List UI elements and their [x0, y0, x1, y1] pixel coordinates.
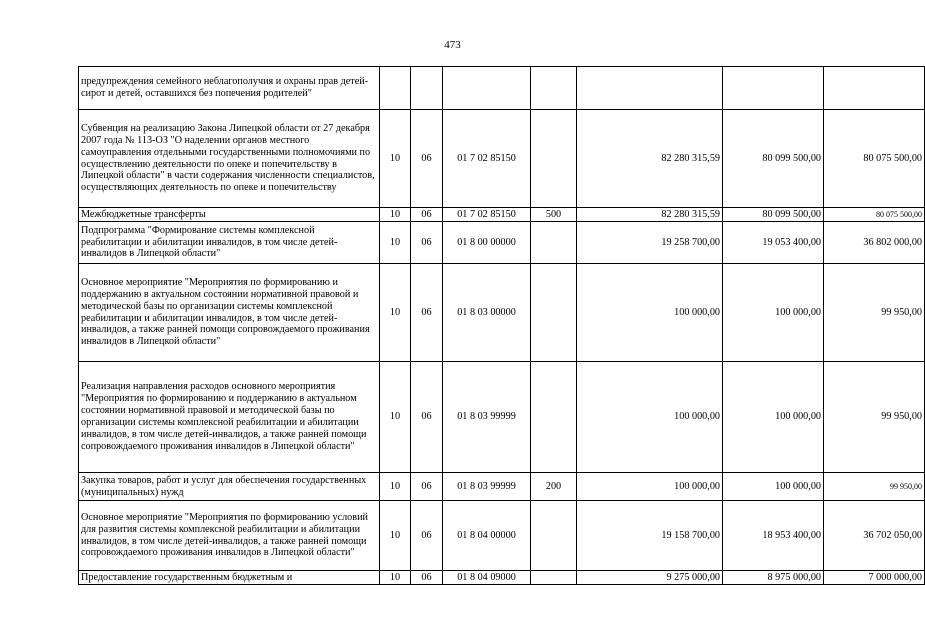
row-target-code: 01 7 02 85150 — [443, 110, 531, 208]
row-name: Межбюджетные трансферты — [79, 208, 380, 222]
budget-table — [78, 66, 925, 585]
row-expense-type — [531, 67, 577, 110]
row-section: 10 — [380, 110, 411, 208]
row-target-code: 01 7 02 85150 — [443, 208, 531, 222]
table-row — [79, 501, 925, 571]
row-name: Субвенция на реализацию Закона Липецкой области от 27 декабря 2007 года № 113-ОЗ "О наделении органов местного самоуправления отдельными государственными полномочиями по осуществлению деятельности по опеке и попечительству в Липецкой области" в части содержания численности специалистов, осуществляющих деятельность по опеке и попечительству — [79, 110, 380, 208]
row-name: Закупка товаров, работ и услуг для обеспечения государственных (муниципальных) нужд — [79, 473, 380, 501]
row-section: 10 — [380, 501, 411, 571]
row-section: 10 — [380, 208, 411, 222]
table-row — [79, 473, 925, 501]
row-amount-2: 100 000,00 — [723, 473, 824, 501]
row-expense-type — [531, 501, 577, 571]
row-amount-2: 80 099 500,00 — [723, 110, 824, 208]
table-row — [79, 208, 925, 222]
row-subsection: 06 — [411, 362, 443, 473]
row-amount-1: 100 000,00 — [577, 473, 723, 501]
row-amount-1: 82 280 315,59 — [577, 110, 723, 208]
row-section: 10 — [380, 362, 411, 473]
row-expense-type — [531, 571, 577, 585]
row-section: 10 — [380, 473, 411, 501]
row-name: Основное мероприятие "Мероприятия по формированию условий для развития системы комплексной реабилитации и абилитации инвалидов, в том числе детей-инвалидов, а также ранней помощи сопровождаемого проживания инвалидов в Липецкой области" — [79, 501, 380, 571]
row-target-code — [443, 67, 531, 110]
table-row — [79, 110, 925, 208]
row-amount-1: 82 280 315,59 — [577, 208, 723, 222]
row-section: 10 — [380, 264, 411, 362]
row-amount-3: 99 950,00 — [824, 362, 925, 473]
row-amount-2: 100 000,00 — [723, 362, 824, 473]
row-amount-3: 80 075 500,00 — [824, 110, 925, 208]
table-row — [79, 362, 925, 473]
row-amount-2: 8 975 000,00 — [723, 571, 824, 585]
row-subsection: 06 — [411, 473, 443, 501]
row-name: Подпрограмма "Формирование системы комплексной реабилитации и абилитации инвалидов, в том числе детей-инвалидов в Липецкой области" — [79, 222, 380, 264]
row-name: Основное мероприятие "Мероприятия по формированию и поддержанию в актуальном состоянии нормативной правовой и методической базы по организации системы комплексной реабилитации и абилитации инвалидов, в том числе детей-инвалидов, а также ранней помощи сопровождаемого проживания инвалидов в Липецкой области" — [79, 264, 380, 362]
table-row — [79, 264, 925, 362]
row-amount-1: 100 000,00 — [577, 362, 723, 473]
row-section — [380, 67, 411, 110]
row-amount-3: 7 000 000,00 — [824, 571, 925, 585]
row-section: 10 — [380, 222, 411, 264]
row-target-code: 01 8 04 09000 — [443, 571, 531, 585]
row-expense-type — [531, 264, 577, 362]
row-subsection: 06 — [411, 501, 443, 571]
row-amount-3: 99 950,00 — [824, 264, 925, 362]
row-expense-type: 500 — [531, 208, 577, 222]
row-target-code: 01 8 03 00000 — [443, 264, 531, 362]
row-amount-3: 36 802 000,00 — [824, 222, 925, 264]
row-name: Предоставление государственным бюджетным и — [79, 571, 380, 585]
row-name: Реализация направления расходов основного мероприятия "Мероприятия по формированию и поддержанию в актуальном состоянии нормативной правовой и методической базы по организации системы комплексной реабилитации и абилитации инвалидов, в том числе детей-инвалидов, а также ранней помощи сопровождаемого проживания инвалидов в Липецкой области" — [79, 362, 380, 473]
table-row — [79, 222, 925, 264]
row-subsection: 06 — [411, 222, 443, 264]
row-amount-1 — [577, 67, 723, 110]
row-amount-3 — [824, 67, 925, 110]
row-expense-type — [531, 110, 577, 208]
page-number: 473 — [444, 39, 461, 51]
row-expense-type: 200 — [531, 473, 577, 501]
row-amount-2 — [723, 67, 824, 110]
row-amount-1: 19 158 700,00 — [577, 501, 723, 571]
row-amount-1: 19 258 700,00 — [577, 222, 723, 264]
row-target-code: 01 8 03 99999 — [443, 473, 531, 501]
row-amount-2: 19 053 400,00 — [723, 222, 824, 264]
row-amount-3: 99 950,00 — [824, 473, 925, 501]
row-name: предупреждения семейного неблагополучия и охраны прав детей-сирот и детей, оставшихся без попечения родителей" — [79, 67, 380, 110]
row-amount-1: 100 000,00 — [577, 264, 723, 362]
row-target-code: 01 8 03 99999 — [443, 362, 531, 473]
row-amount-3: 80 075 500,00 — [824, 208, 925, 222]
row-amount-2: 100 000,00 — [723, 264, 824, 362]
row-subsection: 06 — [411, 110, 443, 208]
table-row — [79, 571, 925, 585]
row-expense-type — [531, 222, 577, 264]
row-subsection: 06 — [411, 571, 443, 585]
row-section: 10 — [380, 571, 411, 585]
row-amount-1: 9 275 000,00 — [577, 571, 723, 585]
row-amount-2: 80 099 500,00 — [723, 208, 824, 222]
row-subsection: 06 — [411, 208, 443, 222]
row-amount-3: 36 702 050,00 — [824, 501, 925, 571]
row-subsection: 06 — [411, 264, 443, 362]
table-row — [79, 67, 925, 110]
row-amount-2: 18 953 400,00 — [723, 501, 824, 571]
row-target-code: 01 8 00 00000 — [443, 222, 531, 264]
row-target-code: 01 8 04 00000 — [443, 501, 531, 571]
row-subsection — [411, 67, 443, 110]
row-expense-type — [531, 362, 577, 473]
